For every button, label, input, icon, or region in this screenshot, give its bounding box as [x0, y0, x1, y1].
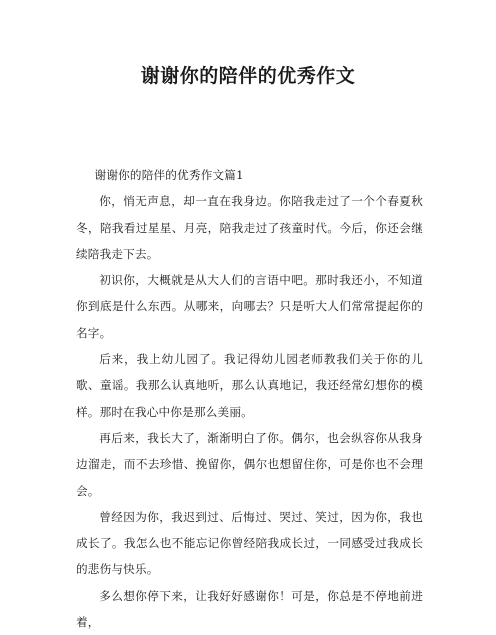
paragraph: 你，悄无声息，却一直在我身边。你陪我走过了一个个春夏秋冬，陪我看过星星、月亮，陪我走过了孩童时代。今后，你还会继续陪我走下去。: [76, 194, 423, 261]
paragraph: 初识你，大概就是从大人们的言语中吧。那时我还小，不知道你到底是什么东西。从哪来，向哪去？只是听大人们常常提起你的名字。: [76, 273, 423, 340]
document-body: [76, 162, 423, 635]
paragraph: 再后来，我长大了，渐渐明白了你。偶尔，也会纵容你从我身边溜走，而不去珍惜、挽留你，偶尔也想留住你，可是你也不会理会。: [76, 430, 423, 498]
paragraph: 后来，我上幼儿园了。我记得幼儿园老师教我们关于你的儿歌、童谣。我那么认真地听，那么认真地记，我还经常幻想你的模样。那时在我心中你是那么美丽。: [76, 352, 423, 419]
document-title: 谢谢你的陪伴的优秀作文: [140, 65, 356, 87]
paragraph: 曾经因为你，我迟到过、后悔过、哭过、笑过，因为你，我也成长了。我怎么也不能忘记你曾经陪我成长过，一同感受过我成长的悲伤与快乐。: [76, 509, 423, 577]
section-heading: 谢谢你的陪伴的优秀作文篇1: [94, 168, 244, 182]
paragraph: 多么想你停下来，让我好好感谢你！可是，你总是不停地前进着，: [76, 588, 423, 630]
